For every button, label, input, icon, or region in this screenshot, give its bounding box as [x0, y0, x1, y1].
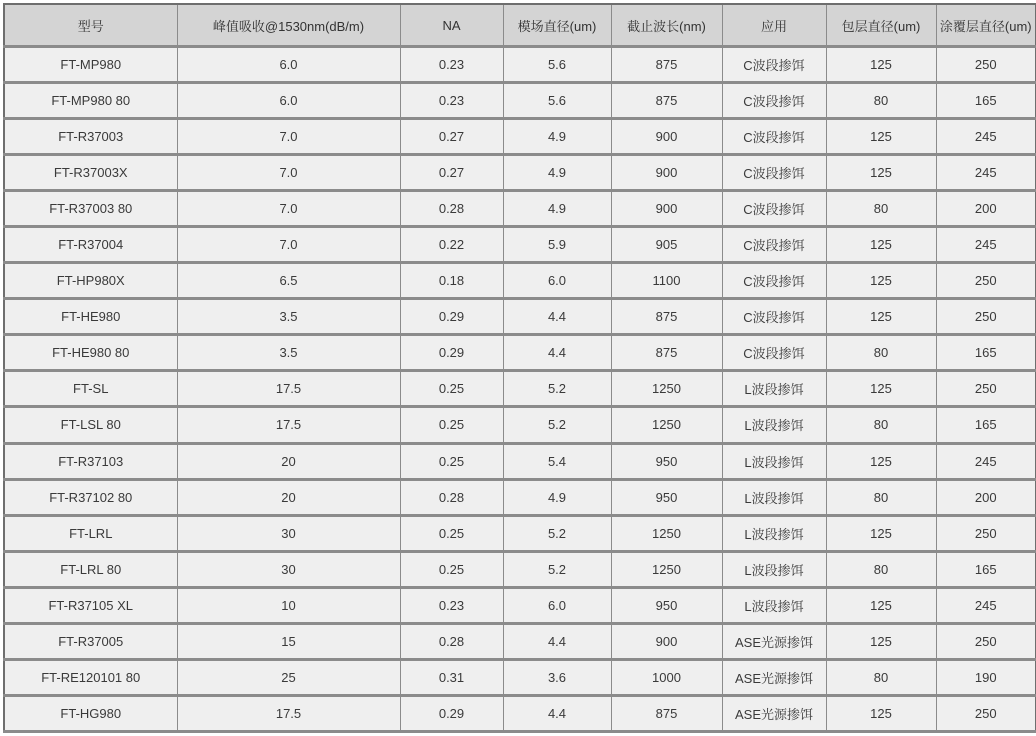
table-cell: 125 [826, 695, 936, 731]
table-cell: 245 [936, 587, 1036, 623]
table-cell: 30 [177, 551, 400, 587]
table-cell: 0.18 [400, 263, 503, 299]
table-cell: 125 [826, 47, 936, 83]
table-row [4, 551, 1036, 587]
model-cell: FT-R37102 80 [4, 479, 177, 515]
table-row [4, 515, 1036, 551]
table-cell: 4.9 [503, 155, 611, 191]
table-cell: 7.0 [177, 155, 400, 191]
header-cell-col-0: 型号 [4, 4, 177, 47]
table-cell: 0.25 [400, 371, 503, 407]
table-row [4, 119, 1036, 155]
table-cell: 17.5 [177, 695, 400, 731]
table-cell: 875 [611, 83, 722, 119]
table-cell: 125 [826, 155, 936, 191]
model-cell: FT-SL [4, 371, 177, 407]
table-cell: 190 [936, 659, 1036, 695]
table-cell: 0.23 [400, 587, 503, 623]
header-cell-col-3: 模场直径(um) [503, 4, 611, 47]
model-cell: FT-LRL [4, 515, 177, 551]
table-cell: 125 [826, 263, 936, 299]
model-cell: FT-R37105 XL [4, 587, 177, 623]
table-cell: 25 [177, 659, 400, 695]
table-cell: 250 [936, 263, 1036, 299]
table-cell: 0.22 [400, 227, 503, 263]
table-cell: 4.4 [503, 335, 611, 371]
table-cell: 7.0 [177, 119, 400, 155]
table-cell: 30 [177, 515, 400, 551]
table-cell: 4.9 [503, 191, 611, 227]
table-cell: C波段掺饵 [722, 119, 826, 155]
table-row [4, 83, 1036, 119]
table-cell: 20 [177, 443, 400, 479]
table-cell: 80 [826, 191, 936, 227]
table-cell: 0.27 [400, 155, 503, 191]
table-row [4, 335, 1036, 371]
table-cell: 165 [936, 551, 1036, 587]
table-row [4, 263, 1036, 299]
table-cell: 900 [611, 119, 722, 155]
model-cell: FT-R37003 80 [4, 191, 177, 227]
header-cell-col-4: 截止波长(nm) [611, 4, 722, 47]
table-cell: 0.31 [400, 659, 503, 695]
table-cell: C波段掺饵 [722, 335, 826, 371]
table-cell: 80 [826, 659, 936, 695]
table-cell: 875 [611, 335, 722, 371]
table-cell: 3.6 [503, 659, 611, 695]
table-cell: 4.4 [503, 695, 611, 731]
table-cell: 125 [826, 227, 936, 263]
table-cell: 200 [936, 191, 1036, 227]
table-cell: 250 [936, 47, 1036, 83]
table-cell: 250 [936, 299, 1036, 335]
table-cell: C波段掺饵 [722, 227, 826, 263]
table-cell: 20 [177, 479, 400, 515]
table-cell: 4.9 [503, 119, 611, 155]
table-cell: 165 [936, 335, 1036, 371]
table-cell: 250 [936, 515, 1036, 551]
table-cell: 5.2 [503, 515, 611, 551]
table-cell: 3.5 [177, 299, 400, 335]
table-cell: C波段掺饵 [722, 155, 826, 191]
table-cell: 165 [936, 407, 1036, 443]
table-cell: 4.4 [503, 299, 611, 335]
table-cell: C波段掺饵 [722, 47, 826, 83]
table-cell: 875 [611, 695, 722, 731]
header-row [4, 4, 1036, 47]
table-cell: 0.28 [400, 623, 503, 659]
table-cell: 1100 [611, 263, 722, 299]
table-cell: 125 [826, 119, 936, 155]
table-cell: 7.0 [177, 191, 400, 227]
table-cell: 17.5 [177, 371, 400, 407]
table-cell: 0.25 [400, 443, 503, 479]
table-cell: 250 [936, 695, 1036, 731]
table-cell: 0.25 [400, 515, 503, 551]
table-cell: 245 [936, 155, 1036, 191]
table-row [4, 371, 1036, 407]
model-cell: FT-LSL 80 [4, 407, 177, 443]
table-cell: 0.27 [400, 119, 503, 155]
table-row [4, 227, 1036, 263]
table-cell: 6.0 [177, 83, 400, 119]
table-cell: C波段掺饵 [722, 191, 826, 227]
model-cell: FT-HE980 [4, 299, 177, 335]
table-cell: 15 [177, 623, 400, 659]
table-cell: 5.9 [503, 227, 611, 263]
table-cell: 0.23 [400, 47, 503, 83]
table-cell: 1250 [611, 407, 722, 443]
table-cell: 900 [611, 155, 722, 191]
header-cell-col-5: 应用 [722, 4, 826, 47]
table-cell: 0.29 [400, 335, 503, 371]
table-cell: 1250 [611, 551, 722, 587]
table-cell: L波段掺饵 [722, 407, 826, 443]
table-cell: 10 [177, 587, 400, 623]
model-cell: FT-HE980 80 [4, 335, 177, 371]
table-cell: L波段掺饵 [722, 551, 826, 587]
table-row [4, 587, 1036, 623]
table-cell: 17.5 [177, 407, 400, 443]
table-cell: 125 [826, 371, 936, 407]
table-cell: 5.6 [503, 83, 611, 119]
table-cell: 125 [826, 443, 936, 479]
table-cell: 5.4 [503, 443, 611, 479]
table-cell: 5.2 [503, 551, 611, 587]
table-cell: 1250 [611, 371, 722, 407]
table-cell: 250 [936, 371, 1036, 407]
table-row [4, 191, 1036, 227]
table-cell: L波段掺饵 [722, 443, 826, 479]
table-cell: 900 [611, 623, 722, 659]
table-body [4, 47, 1036, 732]
table-row [4, 155, 1036, 191]
model-cell: FT-HP980X [4, 263, 177, 299]
table-cell: 1000 [611, 659, 722, 695]
table-row [4, 407, 1036, 443]
table-cell: 250 [936, 623, 1036, 659]
table-cell: 4.4 [503, 623, 611, 659]
model-cell: FT-R37103 [4, 443, 177, 479]
table-row [4, 623, 1036, 659]
model-cell: FT-R37004 [4, 227, 177, 263]
table-cell: 165 [936, 83, 1036, 119]
table-cell: ASE光源掺饵 [722, 659, 826, 695]
table-cell: L波段掺饵 [722, 515, 826, 551]
table-cell: 0.23 [400, 83, 503, 119]
table-cell: 245 [936, 443, 1036, 479]
table-cell: 125 [826, 515, 936, 551]
table-cell: 80 [826, 335, 936, 371]
table-cell: ASE光源掺饵 [722, 695, 826, 731]
table-row [4, 659, 1036, 695]
table-cell: 125 [826, 623, 936, 659]
table-cell: 0.25 [400, 551, 503, 587]
table-cell: 875 [611, 299, 722, 335]
table-cell: C波段掺饵 [722, 299, 826, 335]
table-cell: 5.2 [503, 371, 611, 407]
table-cell: L波段掺饵 [722, 587, 826, 623]
model-cell: FT-HG980 [4, 695, 177, 731]
model-cell: FT-LRL 80 [4, 551, 177, 587]
table-cell: 875 [611, 47, 722, 83]
table-cell: 245 [936, 227, 1036, 263]
header-cell-col-2: NA [400, 4, 503, 47]
table-cell: 200 [936, 479, 1036, 515]
table-cell: 0.28 [400, 191, 503, 227]
table-cell: 900 [611, 191, 722, 227]
table-cell: C波段掺饵 [722, 83, 826, 119]
table-cell: 6.0 [503, 263, 611, 299]
table-cell: 4.9 [503, 479, 611, 515]
table-cell: 5.2 [503, 407, 611, 443]
table-cell: 1250 [611, 515, 722, 551]
table-cell: 80 [826, 551, 936, 587]
table-row [4, 479, 1036, 515]
table-cell: 6.5 [177, 263, 400, 299]
table-cell: 80 [826, 83, 936, 119]
table-cell: 950 [611, 479, 722, 515]
table-cell: 950 [611, 443, 722, 479]
model-cell: FT-MP980 80 [4, 83, 177, 119]
table-row [4, 695, 1036, 731]
table-cell: 5.6 [503, 47, 611, 83]
model-cell: FT-MP980 [4, 47, 177, 83]
table-row [4, 443, 1036, 479]
table-cell: 125 [826, 587, 936, 623]
table-cell: 80 [826, 479, 936, 515]
table-cell: 0.29 [400, 299, 503, 335]
header-cell-col-6: 包层直径(um) [826, 4, 936, 47]
table-cell: L波段掺饵 [722, 371, 826, 407]
table-cell: 905 [611, 227, 722, 263]
table-cell: C波段掺饵 [722, 263, 826, 299]
fiber-spec-table [3, 3, 1036, 733]
table-cell: 245 [936, 119, 1036, 155]
model-cell: FT-RE120101 80 [4, 659, 177, 695]
table-cell: 950 [611, 587, 722, 623]
header-cell-col-7: 涂覆层直径(um) [936, 4, 1036, 47]
table-cell: ASE光源掺饵 [722, 623, 826, 659]
header-cell-col-1: 峰值吸收@1530nm(dB/m) [177, 4, 400, 47]
table-cell: 3.5 [177, 335, 400, 371]
table-cell: 80 [826, 407, 936, 443]
table-cell: 0.25 [400, 407, 503, 443]
table-cell: 7.0 [177, 227, 400, 263]
table-cell: 6.0 [503, 587, 611, 623]
table-cell: 6.0 [177, 47, 400, 83]
table-row [4, 299, 1036, 335]
table-cell: 0.28 [400, 479, 503, 515]
table-cell: 125 [826, 299, 936, 335]
table-row [4, 47, 1036, 83]
model-cell: FT-R37003X [4, 155, 177, 191]
model-cell: FT-R37003 [4, 119, 177, 155]
table-cell: L波段掺饵 [722, 479, 826, 515]
model-cell: FT-R37005 [4, 623, 177, 659]
table-cell: 0.29 [400, 695, 503, 731]
